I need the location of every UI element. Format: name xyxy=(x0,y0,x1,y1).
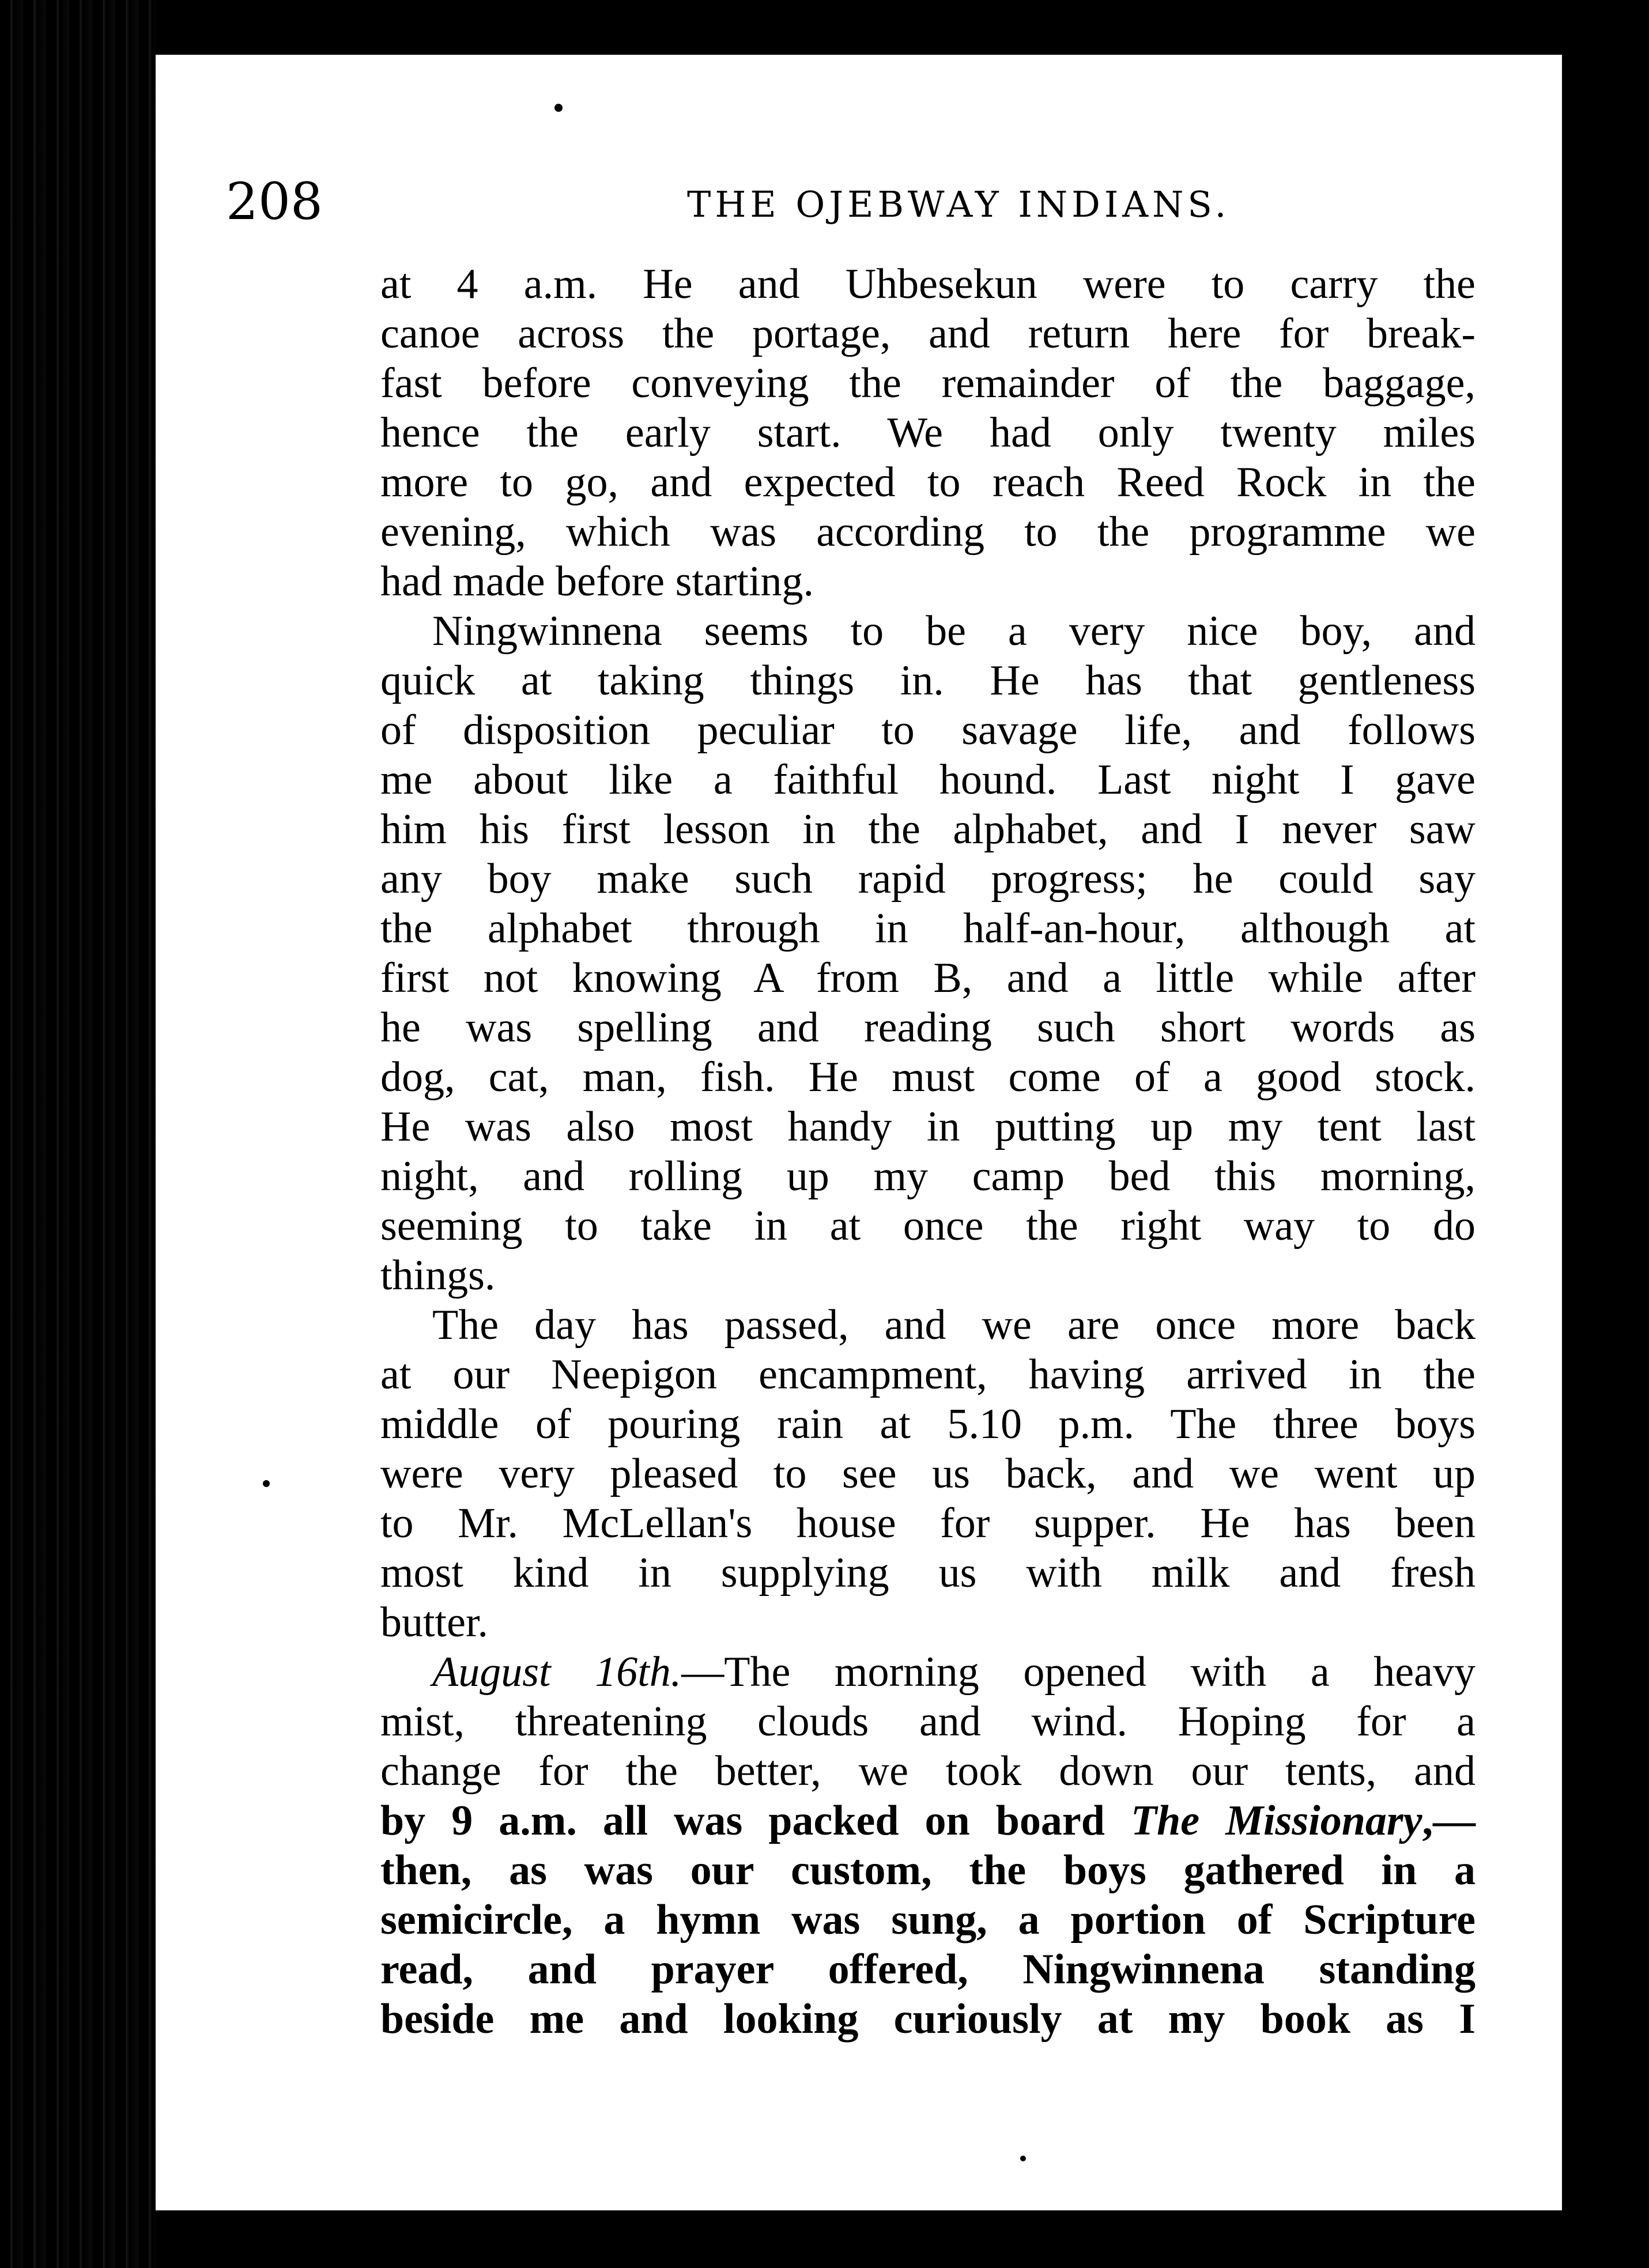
text-line: me about like a faithful hound. Last night I gave xyxy=(380,756,1476,803)
text-line: at our Neepigon encampment, having arrived in the xyxy=(380,1351,1476,1398)
text-line: butter. xyxy=(380,1599,489,1646)
text-line: had made before starting. xyxy=(380,558,814,605)
paragraph-3 xyxy=(380,1300,1476,1647)
text-line: seeming to take in at once the right way to do xyxy=(380,1202,1476,1250)
text-line: more to go, and expected to reach Reed Rock in the xyxy=(380,459,1476,506)
text-line-start: by 9 a.m. all was packed on board xyxy=(380,1797,1131,1844)
text-line: at 4 a.m. He and Uhbesekun were to carry the xyxy=(380,261,1476,308)
diary-date: August 16th. xyxy=(432,1648,682,1696)
running-head xyxy=(226,167,1482,236)
text-line: beside me and looking curiously at my book as I xyxy=(380,1995,1476,2043)
text-line: to Mr. McLellan's house for supper. He has been xyxy=(380,1500,1476,1547)
text-line: the alphabet through in half-an-hour, although at xyxy=(380,905,1476,952)
text-line: first not knowing A from B, and a little while after xyxy=(380,954,1476,1002)
paragraph-1 xyxy=(380,259,1476,606)
text-line: him his first lesson in the alphabet, and I never saw xyxy=(380,806,1476,853)
text-line: middle of pouring rain at 5.10 p.m. The three boys xyxy=(380,1401,1476,1448)
text-line: most kind in supplying us with milk and fresh xyxy=(380,1549,1476,1597)
text-line: of disposition peculiar to savage life, and follows xyxy=(380,707,1476,754)
text-line-end: ,— xyxy=(1422,1797,1476,1844)
running-title: THE OJEBWAY INDIANS. xyxy=(687,183,1231,225)
text-line xyxy=(380,1796,1476,1846)
text-line: things. xyxy=(380,1252,496,1299)
text-line: dog, cat, man, fish. He must come of a good stock. xyxy=(380,1054,1476,1101)
text-line: were very pleased to see us back, and we went up xyxy=(380,1450,1476,1497)
scan-border-right xyxy=(1562,0,1649,2268)
text-line-rest: —The morning opened with a heavy xyxy=(681,1648,1476,1696)
text-line: canoe across the portage, and return here for break- xyxy=(380,310,1476,357)
scan-speck xyxy=(263,1480,270,1487)
text-line: Ningwinnena seems to be a very nice boy, and xyxy=(432,607,1476,655)
text-line: The day has passed, and we are once more back xyxy=(432,1301,1476,1349)
text-line: then, as was our custom, the boys gathered in a xyxy=(380,1847,1476,1894)
text-line: read, and prayer offered, Ningwinnena standing xyxy=(380,1946,1476,1993)
text-line: any boy make such rapid progress; he could say xyxy=(380,855,1476,903)
text-line xyxy=(380,1647,1476,1697)
text-line: hence the early start. We had only twenty miles xyxy=(380,409,1476,456)
scan-speck xyxy=(554,104,563,112)
text-line: night, and rolling up my camp bed this morning, xyxy=(380,1153,1476,1200)
text-line: semicircle, a hymn was sung, a portion of Scripture xyxy=(380,1896,1476,1944)
text-line: evening, which was according to the programme we xyxy=(380,508,1476,556)
text-line: he was spelling and reading such short words as xyxy=(380,1004,1476,1051)
text-line: He was also most handy in putting up my tent last xyxy=(380,1103,1476,1150)
text-line: change for the better, we took down our tents, and xyxy=(380,1748,1476,1795)
ship-name: The Missionary xyxy=(1130,1797,1422,1844)
scan-speck xyxy=(1020,2156,1026,2161)
text-line: quick at taking things in. He has that gentleness xyxy=(380,657,1476,704)
page-number: 208 xyxy=(226,172,323,231)
paragraph-4 xyxy=(380,1647,1476,2044)
book-spine-edge xyxy=(0,0,156,2268)
text-line: mist, threatening clouds and wind. Hoping for a xyxy=(380,1698,1476,1745)
text-line: fast before conveying the remainder of the baggage, xyxy=(380,360,1476,407)
paragraph-2 xyxy=(380,606,1476,1300)
body-text xyxy=(380,259,1476,2044)
